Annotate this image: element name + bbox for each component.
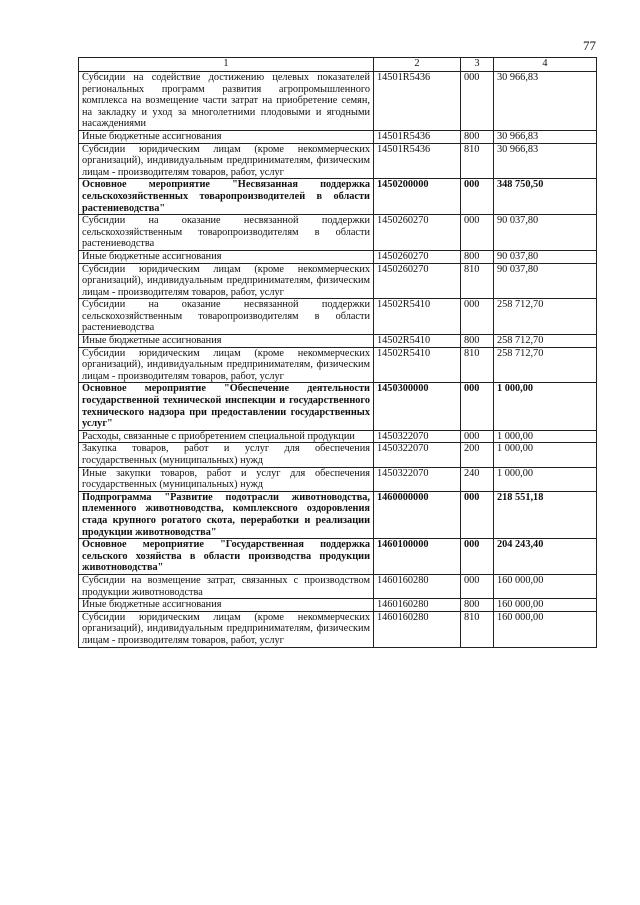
row-description: Субсидии юридическим лицам (кроме некоммерческих организаций), индивидуальным предпринимателям, физическим лицам - производителям товаров, работ, услуг <box>79 263 374 299</box>
table-header-row <box>79 58 597 72</box>
table-row <box>79 443 597 467</box>
table-row <box>79 347 597 383</box>
row-description: Субсидии юридическим лицам (кроме некоммерческих организаций), индивидуальным предпринимателям, физическим лицам - производителям товаров, работ, услуг <box>79 143 374 179</box>
table-row <box>79 215 597 251</box>
row-expense-type: 000 <box>461 574 494 598</box>
row-target-code: 1450300000 <box>374 383 461 430</box>
row-amount: 160 000,00 <box>494 574 597 598</box>
table-row <box>79 383 597 430</box>
table-row <box>79 72 597 131</box>
row-expense-type: 800 <box>461 599 494 612</box>
row-amount: 348 750,50 <box>494 179 597 215</box>
row-target-code: 1460160280 <box>374 574 461 598</box>
table-row <box>79 335 597 348</box>
row-expense-type: 000 <box>461 430 494 443</box>
row-target-code: 1460160280 <box>374 611 461 647</box>
row-description: Субсидии юридическим лицам (кроме некоммерческих организаций), индивидуальным предпринимателям, физическим лицам - производителям товаров, работ, услуг <box>79 347 374 383</box>
row-expense-type: 810 <box>461 143 494 179</box>
table-row <box>79 491 597 538</box>
row-amount: 258 712,70 <box>494 347 597 383</box>
table-row <box>79 539 597 575</box>
row-description: Подпрограмма "Развитие подотрасли животноводства, племенного животноводства, комплексного оздоровления стада крупного рогатого скота, переработки и реализации продукции животноводства" <box>79 491 374 538</box>
row-amount: 30 966,83 <box>494 143 597 179</box>
row-amount: 258 712,70 <box>494 299 597 335</box>
row-description: Иные бюджетные ассигнования <box>79 130 374 143</box>
row-amount: 1 000,00 <box>494 383 597 430</box>
row-target-code: 1450200000 <box>374 179 461 215</box>
row-description: Субсидии на возмещение затрат, связанных с производством продукции животноводства <box>79 574 374 598</box>
table-row <box>79 467 597 491</box>
row-amount: 90 037,80 <box>494 250 597 263</box>
row-description: Субсидии на оказание несвязанной поддержки сельскохозяйственным товаропроизводителям в области растениеводства <box>79 215 374 251</box>
row-target-code: 1450322070 <box>374 443 461 467</box>
row-amount: 258 712,70 <box>494 335 597 348</box>
row-expense-type: 000 <box>461 299 494 335</box>
table-row <box>79 263 597 299</box>
table-row <box>79 574 597 598</box>
row-expense-type: 000 <box>461 215 494 251</box>
row-amount: 218 551,18 <box>494 491 597 538</box>
row-amount: 160 000,00 <box>494 599 597 612</box>
page-number: 77 <box>583 38 596 53</box>
column-header: 1 <box>79 58 374 72</box>
row-amount: 1 000,00 <box>494 467 597 491</box>
row-expense-type: 240 <box>461 467 494 491</box>
row-description: Иные бюджетные ассигнования <box>79 250 374 263</box>
row-expense-type: 000 <box>461 539 494 575</box>
row-target-code: 14501R5436 <box>374 143 461 179</box>
row-target-code: 1460160280 <box>374 599 461 612</box>
row-target-code: 1450322070 <box>374 467 461 491</box>
row-target-code: 14502R5410 <box>374 335 461 348</box>
row-description: Основное мероприятие "Несвязанная поддержка сельскохозяйственных товаропроизводителей в области растениеводства" <box>79 179 374 215</box>
row-expense-type: 810 <box>461 611 494 647</box>
column-header: 2 <box>374 58 461 72</box>
table-row <box>79 611 597 647</box>
row-target-code: 14501R5436 <box>374 72 461 131</box>
row-description: Основное мероприятие "Государственная поддержка сельского хозяйства в области производства продукции животноводства" <box>79 539 374 575</box>
row-amount: 90 037,80 <box>494 215 597 251</box>
table-row <box>79 430 597 443</box>
table-row <box>79 250 597 263</box>
row-target-code: 14502R5410 <box>374 299 461 335</box>
table-row <box>79 179 597 215</box>
table-row <box>79 130 597 143</box>
table-row <box>79 143 597 179</box>
column-header: 4 <box>494 58 597 72</box>
row-description: Иные бюджетные ассигнования <box>79 335 374 348</box>
row-expense-type: 200 <box>461 443 494 467</box>
row-target-code: 1450322070 <box>374 430 461 443</box>
row-description: Субсидии юридическим лицам (кроме некоммерческих организаций), индивидуальным предпринимателям, физическим лицам - производителям товаров, работ, услуг <box>79 611 374 647</box>
row-expense-type: 810 <box>461 347 494 383</box>
row-description: Субсидии на содействие достижению целевых показателей региональных программ развития агропромышленного комплекса на возмещение части затрат на приобретение семян, на закладку и уход за многолетними плодовыми и ягодными насаждениями <box>79 72 374 131</box>
row-amount: 30 966,83 <box>494 72 597 131</box>
row-description: Расходы, связанные с приобретением специальной продукции <box>79 430 374 443</box>
row-description: Закупка товаров, работ и услуг для обеспечения государственных (муниципальных) нужд <box>79 443 374 467</box>
row-target-code: 14502R5410 <box>374 347 461 383</box>
row-description: Основное мероприятие "Обеспечение деятельности государственной технической инспекции и государственного технического надзора при предоставлении государственных услуг" <box>79 383 374 430</box>
row-expense-type: 000 <box>461 179 494 215</box>
column-header: 3 <box>461 58 494 72</box>
row-target-code: 1450260270 <box>374 215 461 251</box>
budget-table <box>78 57 597 648</box>
table-row <box>79 599 597 612</box>
row-expense-type: 000 <box>461 383 494 430</box>
table-row <box>79 299 597 335</box>
row-expense-type: 800 <box>461 250 494 263</box>
row-expense-type: 810 <box>461 263 494 299</box>
row-target-code: 1450260270 <box>374 263 461 299</box>
row-expense-type: 800 <box>461 335 494 348</box>
row-target-code: 1460000000 <box>374 491 461 538</box>
row-description: Субсидии на оказание несвязанной поддержки сельскохозяйственным товаропроизводителям в области растениеводства <box>79 299 374 335</box>
row-expense-type: 800 <box>461 130 494 143</box>
row-amount: 90 037,80 <box>494 263 597 299</box>
row-amount: 1 000,00 <box>494 430 597 443</box>
row-description: Иные закупки товаров, работ и услуг для обеспечения государственных (муниципальных) нужд <box>79 467 374 491</box>
row-expense-type: 000 <box>461 72 494 131</box>
row-target-code: 1460100000 <box>374 539 461 575</box>
row-expense-type: 000 <box>461 491 494 538</box>
row-target-code: 14501R5436 <box>374 130 461 143</box>
row-description: Иные бюджетные ассигнования <box>79 599 374 612</box>
row-amount: 204 243,40 <box>494 539 597 575</box>
row-amount: 1 000,00 <box>494 443 597 467</box>
row-target-code: 1450260270 <box>374 250 461 263</box>
row-amount: 30 966,83 <box>494 130 597 143</box>
row-amount: 160 000,00 <box>494 611 597 647</box>
